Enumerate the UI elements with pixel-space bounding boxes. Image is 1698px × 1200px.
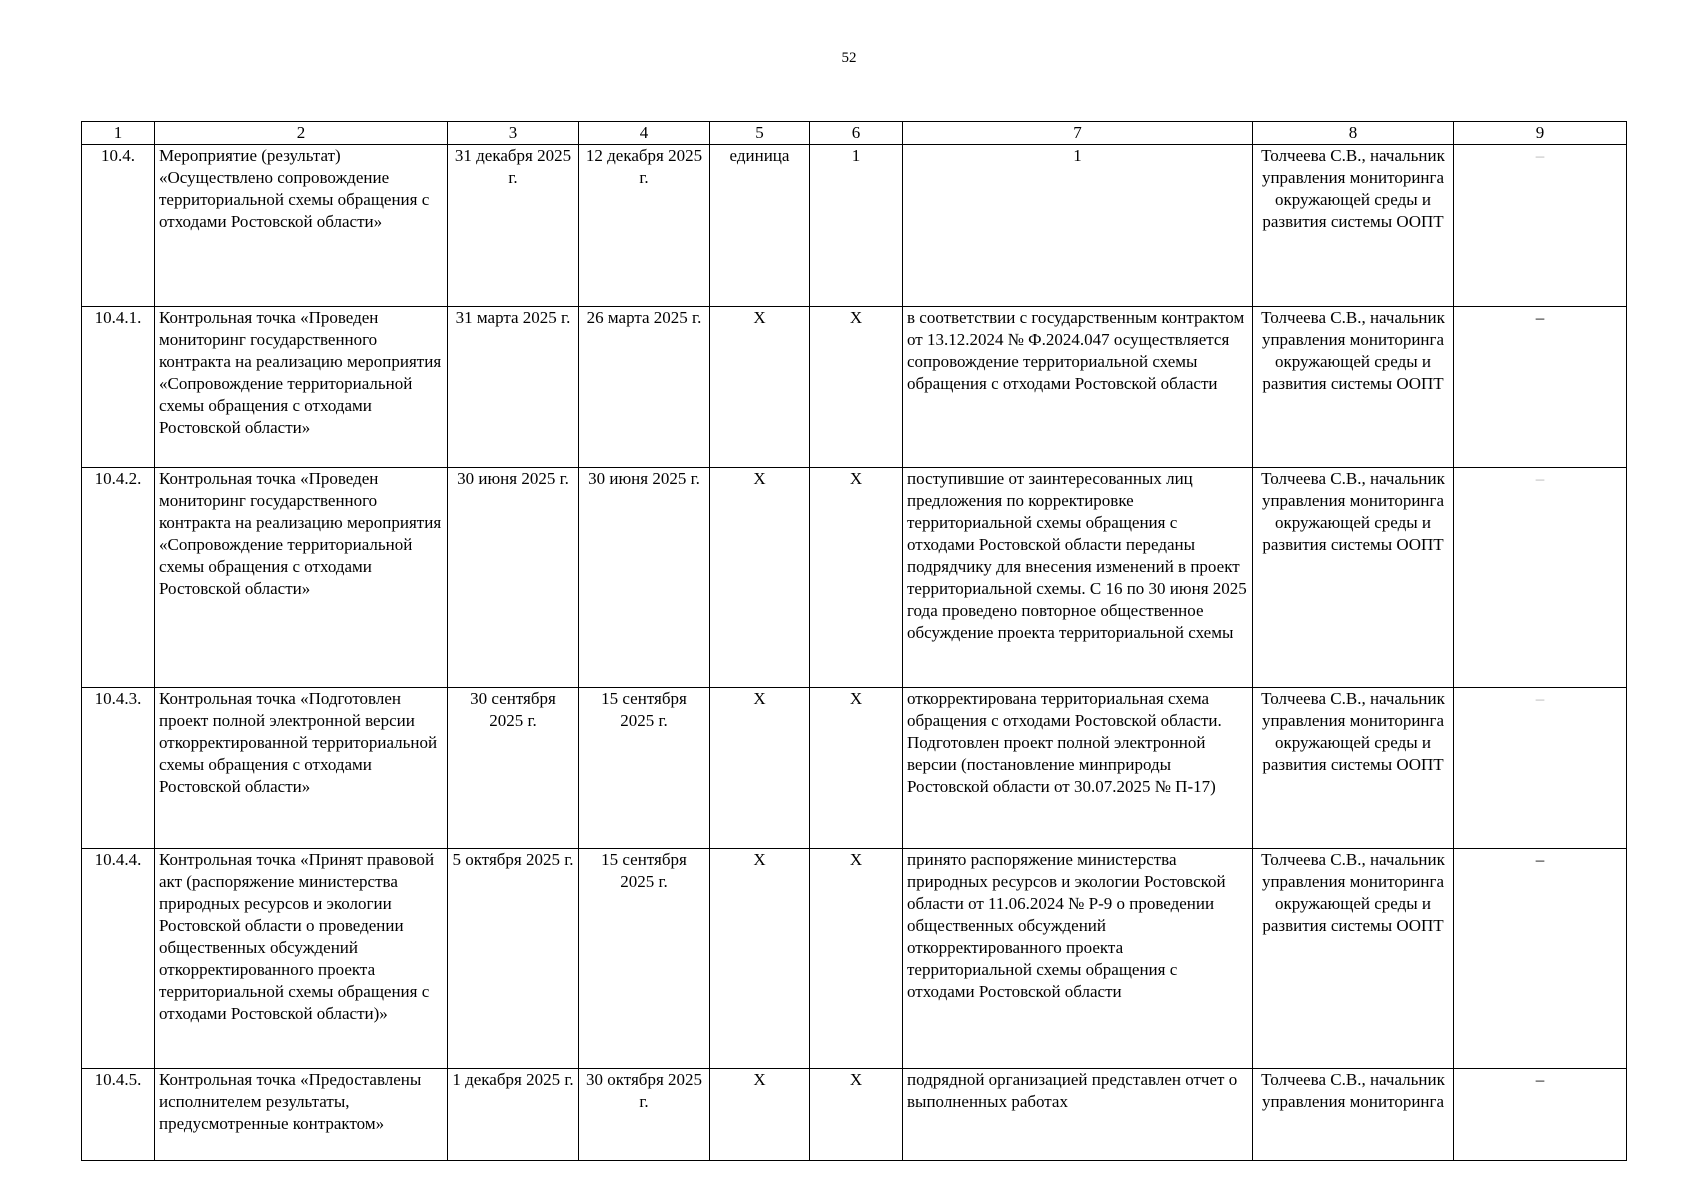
header-cell-8: 8: [1253, 122, 1454, 145]
row-plan-value: X: [810, 468, 903, 688]
row-number: 10.4.: [82, 145, 155, 307]
row-number: 10.4.4.: [82, 849, 155, 1069]
row-planned-date: 31 марта 2025 г.: [448, 307, 579, 468]
table-row: [82, 145, 1627, 307]
row-note: –: [1454, 307, 1627, 468]
row-plan-value: X: [810, 1069, 903, 1161]
row-status: 1: [903, 145, 1253, 307]
row-planned-date: 31 декабря 2025 г.: [448, 145, 579, 307]
row-number: 10.4.5.: [82, 1069, 155, 1161]
table-row: [82, 1069, 1627, 1161]
row-note: –: [1454, 1069, 1627, 1161]
row-note: –: [1454, 145, 1627, 307]
header-cell-2: 2: [155, 122, 448, 145]
report-table: [81, 121, 1627, 1161]
row-number: 10.4.3.: [82, 688, 155, 849]
row-responsible: Толчеева С.В., начальник управления мониторинга: [1253, 1069, 1454, 1161]
row-plan-value: X: [810, 688, 903, 849]
table-row: [82, 468, 1627, 688]
row-planned-date: 30 июня 2025 г.: [448, 468, 579, 688]
row-name: Контрольная точка «Принят правовой акт (распоряжение министерства природных ресурсов и экологии Ростовской области о проведении общественных обсуждений откорректированного проекта территориальной схемы обращения с отходами Ростовской области)»: [155, 849, 448, 1069]
table-row: [82, 307, 1627, 468]
row-unit: единица: [710, 145, 810, 307]
row-status: в соответствии с государственным контрактом от 13.12.2024 № Ф.2024.047 осуществляется сопровождение территориальной схемы обращения с отходами Ростовской области: [903, 307, 1253, 468]
row-responsible: Толчеева С.В., начальник управления мониторинга окружающей среды и развития системы ООПТ: [1253, 849, 1454, 1069]
header-cell-5: 5: [710, 122, 810, 145]
row-name: Мероприятие (результат) «Осуществлено сопровождение территориальной схемы обращения с отходами Ростовской области»: [155, 145, 448, 307]
header-row: [82, 122, 1627, 145]
table-row: [82, 688, 1627, 849]
row-plan-value: X: [810, 849, 903, 1069]
row-unit: X: [710, 1069, 810, 1161]
row-responsible: Толчеева С.В., начальник управления мониторинга окружающей среды и развития системы ООПТ: [1253, 307, 1454, 468]
header-cell-7: 7: [903, 122, 1253, 145]
header-cell-9: 9: [1454, 122, 1627, 145]
row-status: поступившие от заинтересованных лиц предложения по корректировке территориальной схемы обращения с отходами Ростовской области переданы подрядчику для внесения изменений в проект территориальной схемы. С 16 по 30 июня 2025 года проведено повторное общественное обсуждение проекта территориальной схемы: [903, 468, 1253, 688]
row-responsible: Толчеева С.В., начальник управления мониторинга окружающей среды и развития системы ООПТ: [1253, 468, 1454, 688]
row-actual-date: 30 октября 2025 г.: [579, 1069, 710, 1161]
row-responsible: Толчеева С.В., начальник управления мониторинга окружающей среды и развития системы ООПТ: [1253, 145, 1454, 307]
row-actual-date: 15 сентября 2025 г.: [579, 849, 710, 1069]
header-cell-4: 4: [579, 122, 710, 145]
row-name: Контрольная точка «Проведен мониторинг государственного контракта на реализацию мероприятия «Сопровождение территориальной схемы обращения с отходами Ростовской области»: [155, 307, 448, 468]
row-responsible: Толчеева С.В., начальник управления мониторинга окружающей среды и развития системы ООПТ: [1253, 688, 1454, 849]
row-number: 10.4.2.: [82, 468, 155, 688]
row-number: 10.4.1.: [82, 307, 155, 468]
row-unit: X: [710, 307, 810, 468]
row-unit: X: [710, 468, 810, 688]
row-planned-date: 1 декабря 2025 г.: [448, 1069, 579, 1161]
row-name: Контрольная точка «Проведен мониторинг государственного контракта на реализацию мероприятия «Сопровождение территориальной схемы обращения с отходами Ростовской области»: [155, 468, 448, 688]
page-number: 52: [841, 50, 857, 66]
header-cell-3: 3: [448, 122, 579, 145]
row-planned-date: 30 сентября 2025 г.: [448, 688, 579, 849]
row-name: Контрольная точка «Подготовлен проект полной электронной версии откорректированной территориальной схемы обращения с отходами Ростовской области»: [155, 688, 448, 849]
row-plan-value: X: [810, 307, 903, 468]
row-plan-value: 1: [810, 145, 903, 307]
header-cell-6: 6: [810, 122, 903, 145]
row-note: –: [1454, 468, 1627, 688]
row-actual-date: 15 сентября 2025 г.: [579, 688, 710, 849]
row-name: Контрольная точка «Предоставлены исполнителем результаты, предусмотренные контрактом»: [155, 1069, 448, 1161]
row-actual-date: 12 декабря 2025 г.: [579, 145, 710, 307]
row-unit: X: [710, 849, 810, 1069]
header-cell-1: 1: [82, 122, 155, 145]
row-status: откорректирована территориальная схема обращения с отходами Ростовской области. Подготовлен проект полной электронной версии (постановление минприроды Ростовской области от 30.07.2025 № П-17): [903, 688, 1253, 849]
row-status: подрядной организацией представлен отчет о выполненных работах: [903, 1069, 1253, 1161]
row-note: –: [1454, 688, 1627, 849]
row-actual-date: 26 марта 2025 г.: [579, 307, 710, 468]
row-unit: X: [710, 688, 810, 849]
row-planned-date: 5 октября 2025 г.: [448, 849, 579, 1069]
row-status: принято распоряжение министерства природных ресурсов и экологии Ростовской области от 11.06.2024 № Р-9 о проведении общественных обсуждений откорректированного проекта территориальной схемы обращения с отходами Ростовской области: [903, 849, 1253, 1069]
table-row: [82, 849, 1627, 1069]
row-actual-date: 30 июня 2025 г.: [579, 468, 710, 688]
row-note: –: [1454, 849, 1627, 1069]
